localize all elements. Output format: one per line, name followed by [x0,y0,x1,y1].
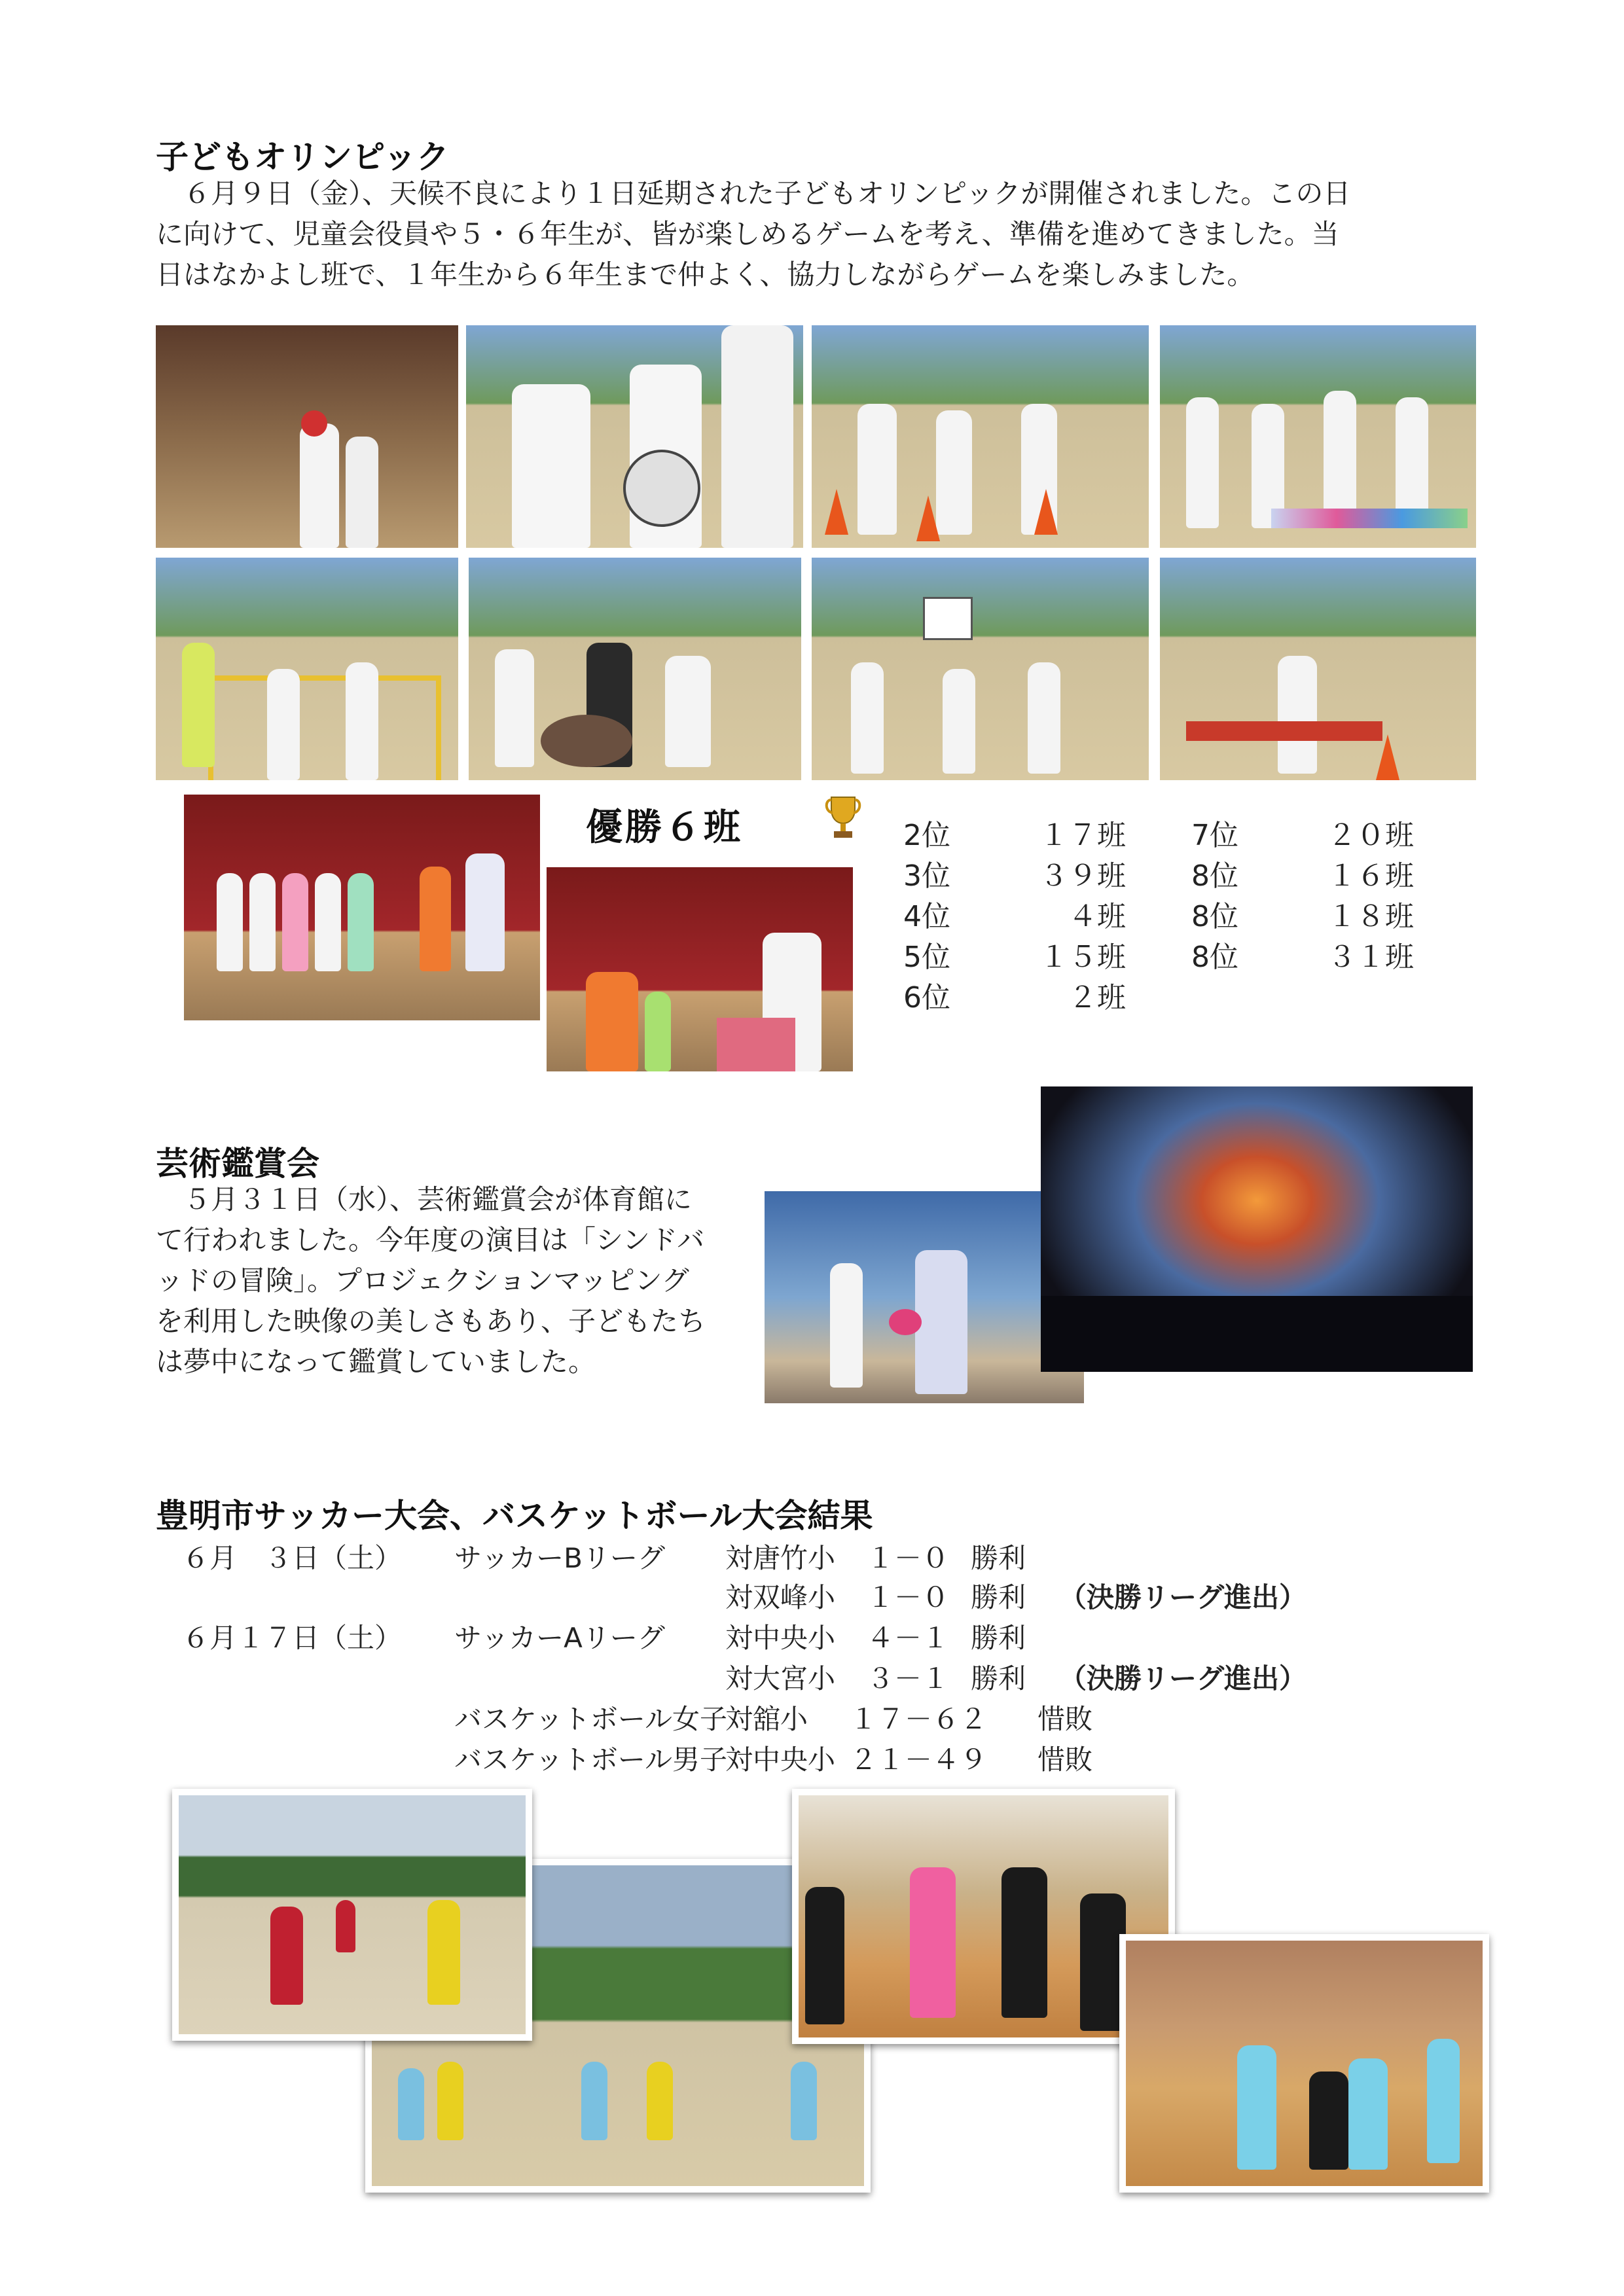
results-table [156,1537,1334,1785]
olympic-photo-5 [156,558,458,780]
result-outcome: 勝利 [971,1622,1026,1654]
winner-label: 優勝６班 [586,806,743,849]
result-score: １７－６２ [850,1703,988,1735]
result-score: ２１－４９ [850,1744,988,1776]
rank-team: １５班 [1039,941,1126,974]
result-outcome: 勝利 [971,1542,1026,1574]
olympic-photo-2 [466,325,803,548]
sports-title: 豊明市サッカー大会、バスケットボール大会結果 [156,1497,873,1535]
rank-place: 3位 [903,859,950,893]
olympic-photo-4 [1160,325,1476,548]
olympic-line-3: 日はなかよし班で、１年生から６年生まで仲よく、協力しながらゲームを楽しみました。 [156,259,1255,291]
result-event: バスケットボール男子 [454,1744,728,1776]
result-opponent: 対大宮小 [725,1662,836,1695]
rank-place: 8位 [1191,859,1238,893]
soccer-photo-1 [172,1789,532,2041]
result-note: （決勝リーグ進出） [1059,1581,1307,1613]
result-outcome: 勝利 [971,1581,1026,1613]
result-event: バスケットボール女子 [454,1703,728,1735]
rank-team: １７班 [1039,819,1126,852]
result-note: （決勝リーグ進出） [1059,1662,1307,1695]
result-event: サッカーAリーグ [454,1622,665,1654]
result-outcome: 惜敗 [1038,1703,1093,1735]
basketball-photo-2 [1119,1934,1489,2193]
olympic-photo-7 [812,558,1149,780]
basketball-photo-1 [792,1789,1175,2044]
award-presentation-photo [547,867,853,1071]
result-score: ３－１ [867,1662,950,1695]
rank-place: 4位 [903,900,950,933]
art-stage-photo [765,1191,1084,1403]
award-stage-photo [184,795,540,1020]
olympic-photo-1 [156,325,458,548]
olympic-photo-8 [1160,558,1476,780]
art-projection-photo [1041,1086,1473,1372]
olympic-line-2: に向けて、児童会役員や５・６年生が、皆が楽しめるゲームを考え、準備を進めてきました。当 [156,218,1339,250]
art-line-4: を利用した映像の美しさもあり、子どもたち [156,1305,706,1337]
rank-team: ２０班 [1327,819,1414,852]
rank-team: １６班 [1327,859,1414,893]
result-event: サッカーBリーグ [454,1542,665,1574]
result-date: ６月 ３日（土） [182,1542,403,1574]
olympic-line-1: ６月９日（金）、天候不良により１日延期された子どもオリンピックが開催されました。この日 [156,177,1351,209]
result-date: ６月１７日（土） [182,1622,403,1654]
result-score: １－０ [867,1542,950,1574]
rank-place: 2位 [903,819,950,852]
rank-place: 8位 [1191,900,1238,933]
olympic-paragraph [156,173,1350,295]
rank-place: 8位 [1191,941,1238,974]
rank-team: ３１班 [1327,941,1414,974]
olympic-photo-6 [469,558,801,780]
art-line-5: は夢中になって鑑賞していました。 [156,1346,596,1378]
result-opponent: 対双峰小 [725,1581,836,1613]
art-line-1: ５月３１日（水）、芸術鑑賞会が体育館に [156,1183,693,1215]
rank-team: ３９班 [1039,859,1126,893]
result-opponent: 対中央小 [725,1622,836,1654]
olympic-title: 子どもオリンピック [156,138,449,176]
result-opponent: 対舘小 [725,1703,808,1735]
result-score: １－０ [867,1581,950,1613]
rank-team: ４班 [1068,900,1126,933]
rank-team: １８班 [1327,900,1414,933]
result-outcome: 勝利 [971,1662,1026,1695]
art-title: 芸術鑑賞会 [156,1145,319,1183]
rankings-table [903,812,1479,1028]
result-outcome: 惜敗 [1038,1744,1093,1776]
art-paragraph [156,1179,706,1382]
result-opponent: 対中央小 [725,1744,836,1776]
rank-place: 7位 [1191,819,1238,852]
olympic-photo-3 [812,325,1149,548]
rank-team: ２班 [1068,981,1126,1014]
result-opponent: 対唐竹小 [725,1542,836,1574]
art-line-2: て行われました。今年度の演目は「シンドバ [156,1224,705,1256]
rank-place: 6位 [903,981,950,1014]
result-score: ４－１ [867,1622,950,1654]
rank-place: 5位 [903,941,950,974]
trophy-icon [823,795,863,840]
art-line-3: ッドの冒険」。プロジェクションマッピング [156,1265,689,1297]
